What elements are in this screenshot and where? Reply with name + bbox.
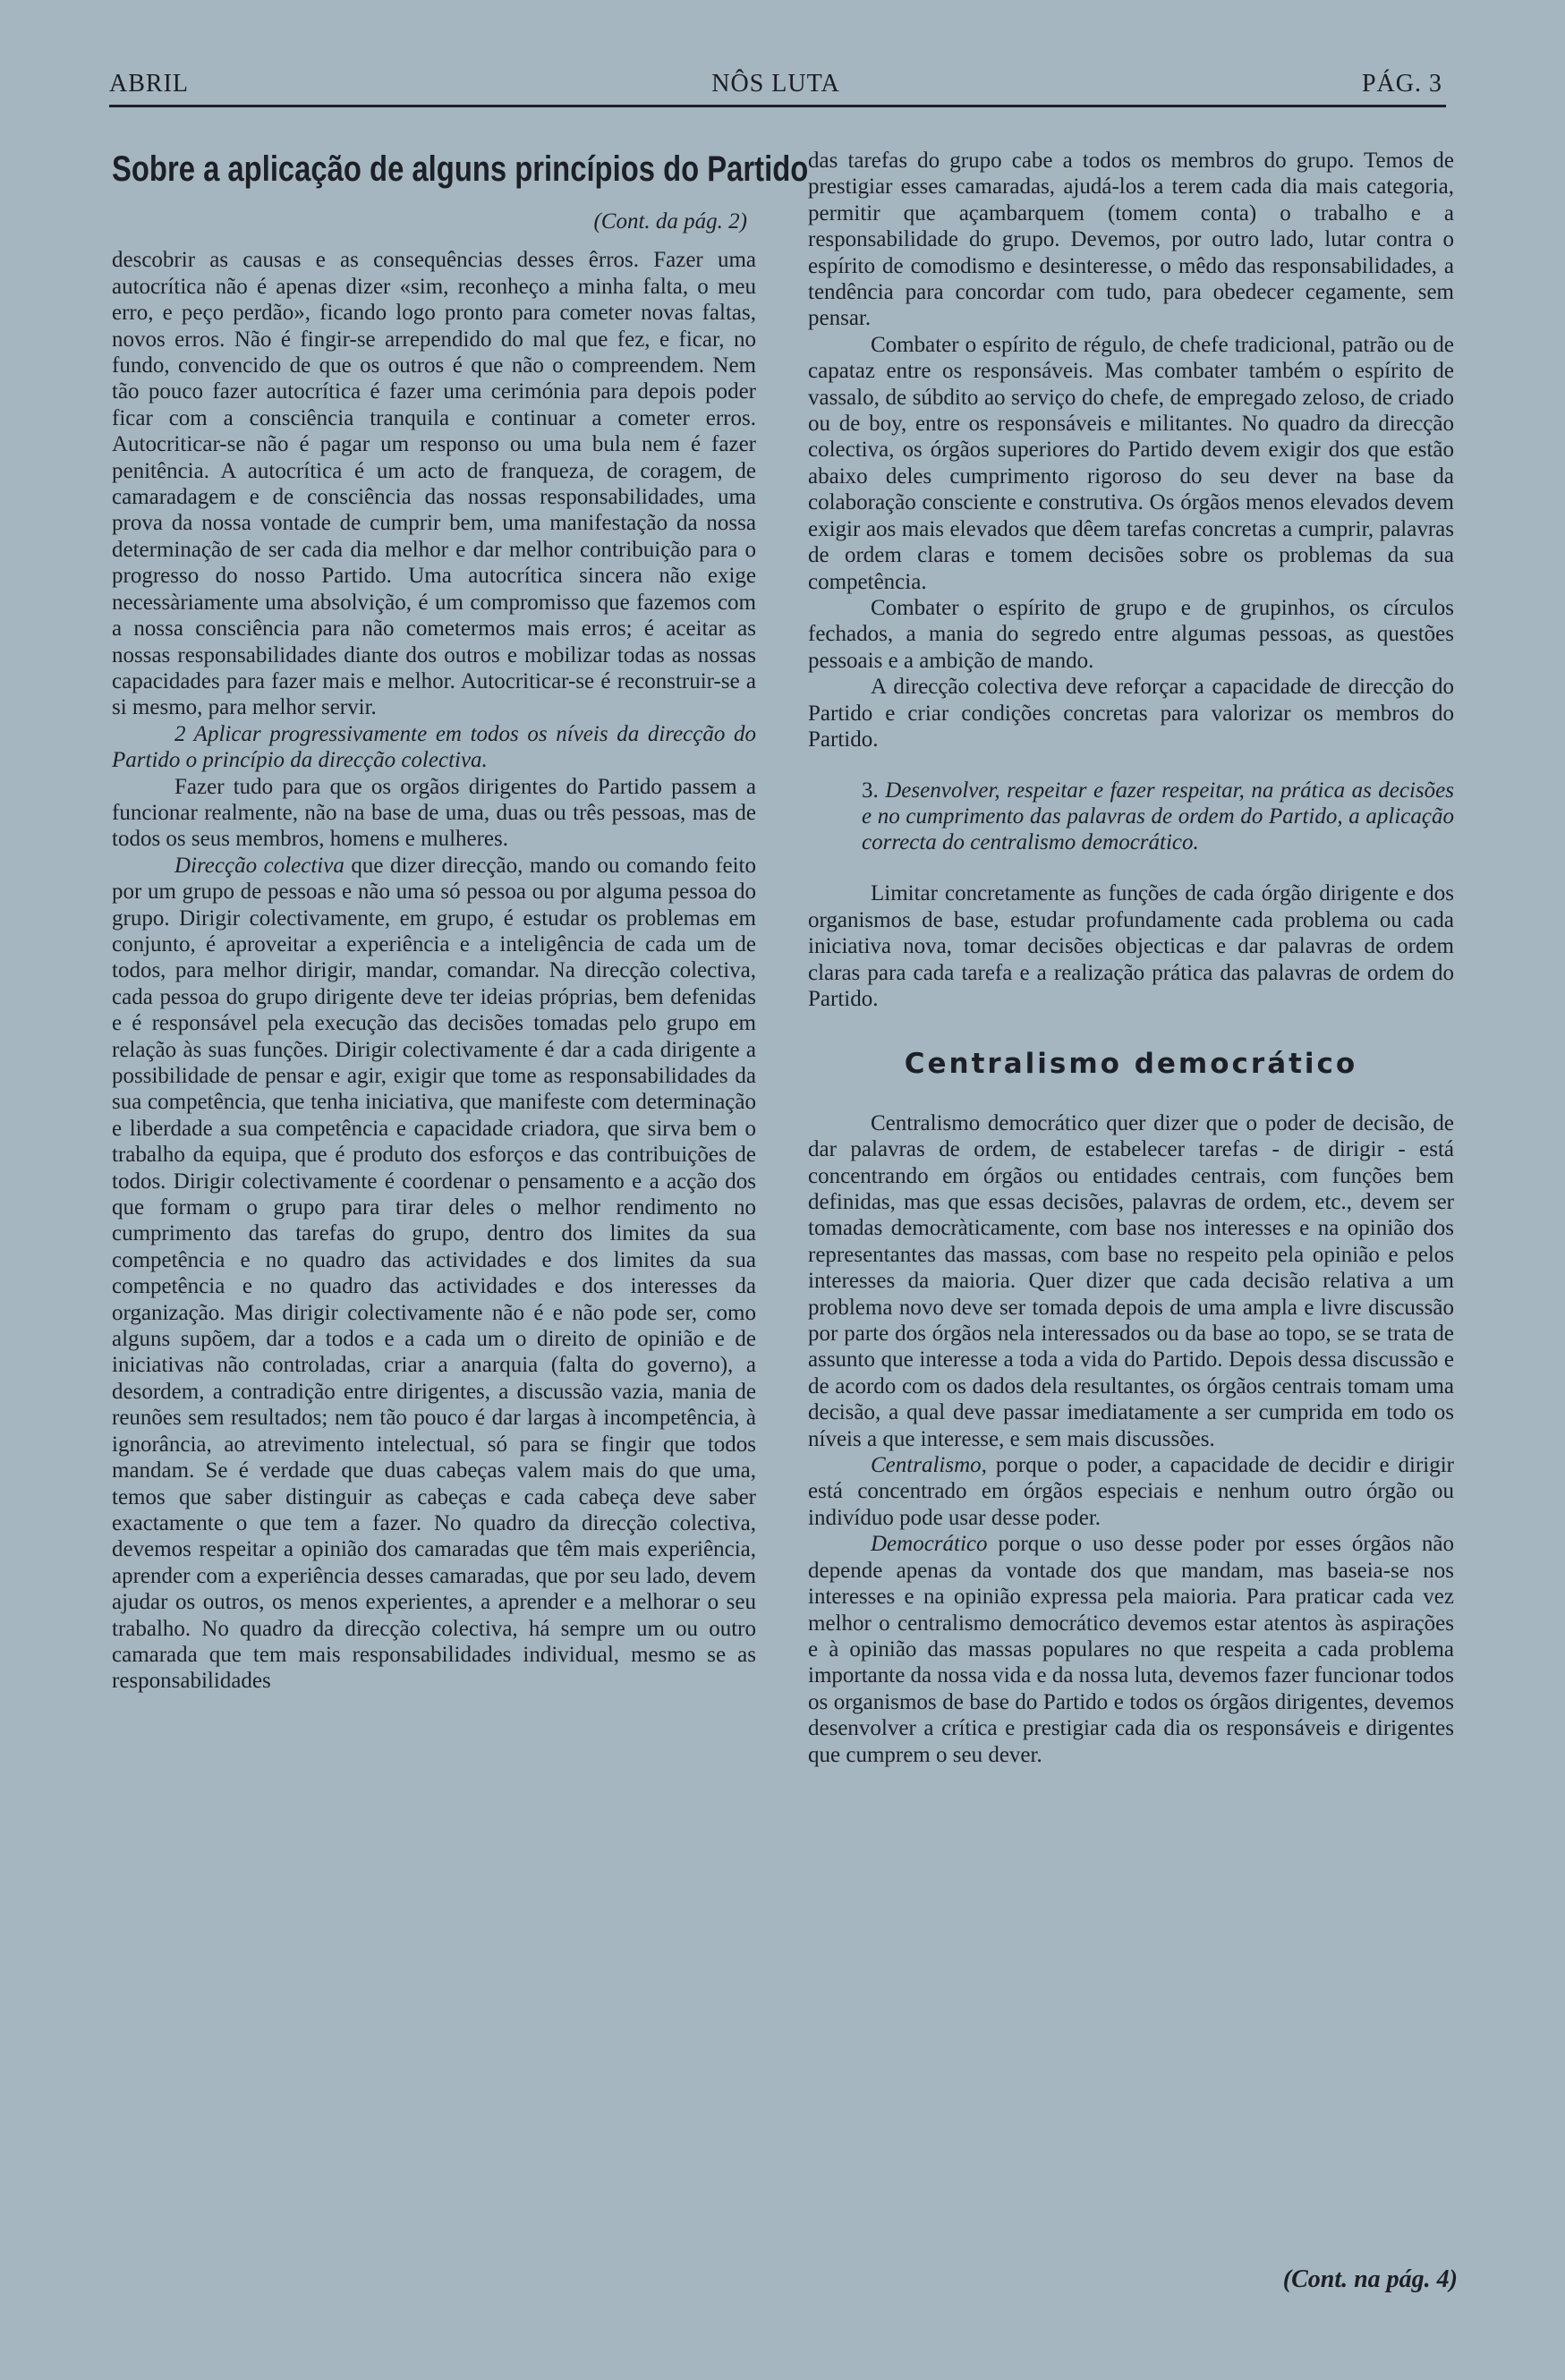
page-header (109, 70, 1442, 106)
continued-on-note: (Cont. na pág. 4) (1282, 2265, 1458, 2293)
paragraph-group-tasks: das tarefas do grupo cabe a todos os membros do grupo. Temos de prestigiar esses camaradas, ajudá-los a terem cada dia mais categoria, permitir que açambarquem (tomem conta) o trabalho e a responsabilidade do grupo. Devemos, por outro lado, lutar contra o espírito de comodismo e desinteresse, o mêdo das responsabilidades, a tendência para concordar com tudo, para obedecer cegamente, sem pensar. (808, 149, 1454, 331)
header-newspaper-name: NÔS LUTA (711, 70, 840, 98)
paragraph-democratico (808, 1531, 1454, 1768)
left-column (112, 148, 809, 1695)
paragraph-collective-direction (112, 853, 756, 1695)
democratico-text: porque o uso desse poder por esses órgãos não depende apenas da vontade dos que mandam, mas baseia-se nos interesses e na opinião expressa pela maioria. Para praticar cada vez melhor o centralismo democrático devemos estar atentos às aspirações e à opinião das massas populares no que respeita a cada problema importante da nossa vida e da nossa luta, devemos fazer funcionar todos os organismos de base do Partido e todos os órgãos dirigentes, devemos desenvolver a crítica e prestigiar cada dia os responsáveis e dirigentes que cumprem o seu dever. (808, 1532, 1454, 1767)
header-rule (109, 105, 1446, 107)
paragraph-reinforce-direction: A direcção colectiva deve reforçar a capacidade de direcção do Partido e criar condições concretas para valorizar os membros do Partido. (808, 675, 1454, 752)
point-3-text: Desenvolver, respeitar e fazer respeitar, na prática as decisões e no cumprimento das palavras de ordem do Partido, a aplicação correcta do centralismo democrático. (862, 778, 1454, 855)
centralismo-text: porque o poder, a capacidade de decidir e dirigir está concentrado em órgãos especiais e nenhum outro órgão ou indivíduo pode usar desse poder. (808, 1453, 1455, 1530)
paragraph-self-criticism: descobrir as causas e as consequências desses êrros. Fazer uma autocrítica não é apenas dizer «sim, reconheço a minha falta, o meu erro, e peço perdão», ficando logo pronto para cometer novas faltas, novos erros. Não é fingir-se arrependido do mal que fez, e ficar, no fundo, convencido de que os outros é que não o compreendem. Nem tão pouco fazer autocrítica é fazer uma cerimónia para depois poder ficar com a consciência tranquila e continuar a cometer erros. Autocriticar-se não é pagar um responso ou uma bula nem é fazer penitência. A autocrítica é um acto de franqueza, de coragem, de camaradagem e de consciência das nossas responsabilidades, uma prova da nossa vontade de cumprir bem, uma manifestação da nossa determinação de ser cada dia melhor e dar melhor contribuição para o progresso do nosso Partido. Uma autocrítica sincera não exige necessàriamente uma absolvição, é um compromisso que fazemos com a nossa consciência para não cometermos mais erros; é aceitar as nossas responsabilidades diante dos outros e mobilizar todas as nossas capacidades para fazer mais e melhor. Autocriticar-se é reconstruir-se a si mesmo, para melhor servir. (112, 248, 756, 720)
paragraph-leading-organs: Fazer tudo para que os orgãos dirigentes do Partido passem a funcionar realmente, não na base de uma, duas ou três pessoas, mas de todos os seus membros, homens e mulheres. (112, 774, 756, 852)
heading-point-2: 2 Aplicar progressivamente em todos os níveis da direcção do Partido o princípio da direcção colectiva. (112, 721, 756, 773)
term-democratico: Democrático (871, 1532, 988, 1557)
heading-point-3 (808, 778, 1454, 855)
term-direccao-colectiva: Direcção colectiva (174, 853, 344, 878)
right-column (808, 148, 1454, 1768)
paragraph-limit-functions: Limitar concretamente as funções de cada órgão dirigente e dos organismos de base, estudar profundamente cada problema ou cada iniciativa nova, tomar decisões objecticas e dar palavras de ordem claras para cada tarefa e a realização prática das palavras de ordem do Partido. (808, 881, 1454, 1011)
term-centralismo: Centralismo, (871, 1453, 987, 1478)
collective-direction-text: que dizer direcção, mando ou comando feito por um grupo de pessoas e não uma só pessoa ou por alguma pessoa do grupo. Dirigir colectivamente, em grupo, é estudar os problemas em conjunto, é aproveitar a experiência e a inteligência de cada um de todos, para melhor dirigir, mandar, comandar. Na direcção colectiva, cada pessoa do grupo dirigente deve ter ideias próprias, bem defenidas e é responsável pela execução das decisões tomadas pelo grupo em relação às suas funções. Dirigir colectivamente é dar a cada dirigente a possibilidade de pensar e agir, exigir que tome as responsabilidades da sua competência, que tenha iniciativa, que manifeste com determinação e liberdade a sua competência e capacidade criadora, que sirva bem o trabalho da equipa, que é produto dos esforços e das contribuições de todos. Dirigir colectivamente é coordenar o pensamento e a acção dos que formam o grupo para tirar deles o melhor rendimento no cumprimento das tarefas do grupo, dentro dos limites da sua competência e no quadro das actividades e dos limites da sua competência e no quadro das actividades e dos interesses da organização. Mas dirigir colectivamente não é e não pode ser, como alguns supõem, dar a todos e a cada um o direito de opinião e de iniciativas não controladas, criar a anarquia (falta do governo), a desordem, a contradição entre dirigentes, a discussão vazia, mania de reunões sem resultados; nem tão pouco é dar largas à incompetência, à ignorância, ao atrevimento intelectual, só para se fingir que todos mandam. Se é verdade que duas cabeças valem mais do que uma, temos que saber distinguir as cabeças e cada cabeça deve saber exactamente o que tem a fazer. No quadro da direcção colectiva, devemos respeitar a opinião dos camaradas que têm mais experiência, aprender com a experiência desses camaradas, que por seu lado, devem ajudar os outros, os menos experientes, a aprender e a melhorar o seu trabalho. No quadro da direcção colectiva, há sempre um ou outro camarada que tem mais responsabilidades individual, mesmo se as responsabilidades (112, 853, 756, 1694)
point-3-number: 3. (862, 778, 879, 803)
section-title-centralism: Centralismo democrático (904, 1048, 1358, 1081)
header-page-number: PÁG. 3 (1361, 70, 1442, 98)
continued-from-note: (Cont. da pág. 2) (593, 209, 747, 234)
article-title: Sobre a aplicação de alguns princípios do Partido (112, 149, 809, 189)
header-month: ABRIL (109, 70, 189, 98)
paragraph-combat-grupinhos: Combater o espírito de grupo e de grupinhos, os círculos fechados, a mania do segredo entre algumas pessoas, as questões pessoais e a ambição de mando. (808, 595, 1454, 673)
paragraph-combat-regulo: Combater o espírito de régulo, de chefe tradicional, patrão ou de capataz entre os responsáveis. Mas combater também o espírito de vassalo, de súbdito ao serviço do chefe, de empregado zeloso, de criado ou de boy, entre os responsáveis e militantes. No quadro da direcção colectiva, os órgãos superiores do Partido devem exigir dos que estão abaixo deles cumprimento rigoroso do seu dever na base da colaboração consciente e construtiva. Os órgãos menos elevados devem exigir aos mais elevados que dêem tarefas concretas a cumprir, palavras de ordem claras e tomem decisões sobre os problemas da sua competência. (808, 332, 1454, 594)
paragraph-centralism-definition: Centralismo democrático quer dizer que o poder de decisão, de dar palavras de ordem, de estabelecer tarefas - de dirigir - está concentrando em órgãos ou entidades centrais, com funções bem definidas, mas que essas decisões, palavras de ordem, etc., devem ser tomadas democràticamente, com base nos interesses e na opinião dos representantes das massas, com base no respeito pela opinião e pelos interesses da maioria. Quer dizer que cada decisão relativa a um problema novo deve ser tomada depois de uma ampla e livre discussão por parte dos órgãos nela interessados ou da base ao topo, se se trata de assunto que interesse a toda a vida do Partido. Depois dessa discussão e de acordo com os dados dela resultantes, os órgãos centrais tomam uma decisão, a qual deve passar imediatamente a ser cumprida em todo os níveis a que interesse, e sem mais discussões. (808, 1110, 1454, 1451)
paragraph-centralismo (808, 1452, 1454, 1531)
